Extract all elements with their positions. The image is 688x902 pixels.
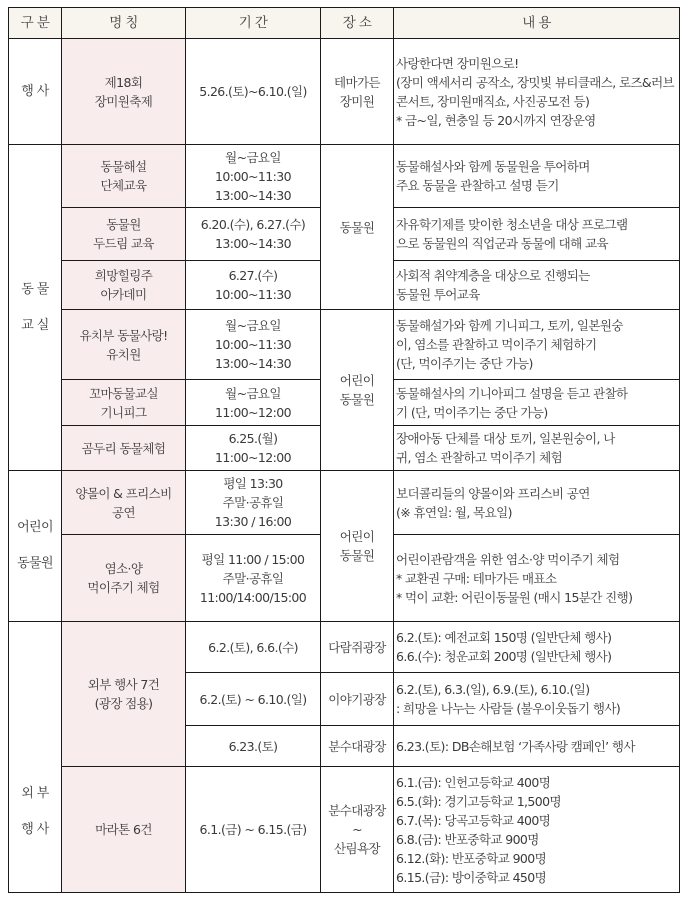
description-cell xyxy=(394,380,680,426)
place-cell xyxy=(321,471,394,622)
period-cell xyxy=(186,426,321,471)
period-cell xyxy=(186,39,321,145)
description-cell xyxy=(394,726,680,767)
place-cell xyxy=(321,622,394,673)
place-line: ~ xyxy=(352,822,362,837)
name-cell xyxy=(62,426,186,471)
name-line: 제18회 xyxy=(104,74,143,90)
name-line: 외부 행사 7건 xyxy=(87,677,160,692)
place-line: 테마가든 xyxy=(334,74,380,90)
period-line: 평일 13:30 xyxy=(223,476,283,491)
description-line: 동물해설사의 기니아피그 설명을 듣고 관찰하 xyxy=(396,385,628,401)
period-line: 월~금요일 xyxy=(225,318,281,333)
period-line: 11:00~12:00 xyxy=(215,450,291,465)
period-cell xyxy=(186,208,321,261)
name-line: 유치원 xyxy=(106,346,141,362)
period-cell xyxy=(186,673,321,726)
place-cell xyxy=(321,310,394,471)
category-label: 외 부 xyxy=(21,786,49,801)
event-schedule-table xyxy=(8,7,680,893)
description-line: (※ 휴연일: 월, 목요일) xyxy=(396,504,512,520)
period-line: 평일 11:00 / 15:00 xyxy=(201,551,305,567)
period-line: 6.1.(금) ~ 6.15.(금) xyxy=(199,822,307,837)
header-description: 내 용 xyxy=(394,8,680,39)
description-line: 사회적 취약계층을 대상으로 진행되는 xyxy=(396,268,590,283)
period-cell xyxy=(186,261,321,310)
period-line: 10:00~11:30 xyxy=(215,287,291,302)
name-line: 유치부 동물사랑! xyxy=(79,327,168,343)
period-cell xyxy=(186,726,321,767)
category-cell-animal-class xyxy=(9,145,62,471)
description-line: 주요 동물을 관찰하고 설명 듣기 xyxy=(396,178,559,193)
header-name: 명 칭 xyxy=(62,8,186,39)
description-cell xyxy=(394,261,680,310)
description-line: 6.23.(토): DB손해보험 ‘가족사랑 캠페인’ 행사 xyxy=(396,738,635,754)
category-label: 어린이 xyxy=(17,520,53,535)
period-line: 10:00~11:30 xyxy=(215,337,291,352)
period-line: 10:00~11:30 xyxy=(215,168,291,184)
period-line: 13:00~14:30 xyxy=(215,187,291,203)
description-line: 6.7.(목): 당곡고등학교 400명 xyxy=(396,812,551,828)
description-cell xyxy=(394,310,680,380)
description-cell xyxy=(394,145,680,208)
period-cell xyxy=(186,310,321,380)
description-line: 6.2.(토): 예전교회 150명 (일반단체 행사) xyxy=(396,630,612,645)
header-row xyxy=(9,8,680,39)
name-line: 동물해설 xyxy=(100,159,147,174)
period-cell xyxy=(186,471,321,535)
name-line: 곰두리 동물체험 xyxy=(81,440,166,456)
description-line: 6.1.(금): 인헌고등학교 400명 xyxy=(396,774,551,790)
description-line: : 희망을 나누는 사람들 (불우이웃돕기 행사) xyxy=(396,701,621,716)
category-label: 행 사 xyxy=(21,84,49,99)
place-cell xyxy=(321,726,394,767)
header-place: 장 소 xyxy=(321,8,394,39)
period-cell xyxy=(186,767,321,893)
period-cell xyxy=(186,380,321,426)
period-line: 6.20.(수), 6.27.(수) xyxy=(200,217,306,232)
period-cell xyxy=(186,622,321,673)
name-line: 양몰이 & 프리스비 xyxy=(75,485,172,501)
description-line: 동물해설가와 함께 기니피그, 토끼, 일본원숭 xyxy=(396,318,623,333)
category-cell-external xyxy=(9,622,62,893)
header-period: 기 간 xyxy=(186,8,321,39)
name-cell xyxy=(62,310,186,380)
period-cell xyxy=(186,535,321,622)
description-line: 6.8.(금): 반포중학교 900명 xyxy=(396,831,539,847)
description-line: 이, 염소를 관찰하고 먹이주기 체험하기 xyxy=(396,337,597,352)
description-line: (단, 먹이주기는 중단 가능) xyxy=(396,356,533,371)
description-line: 장애아동 단체를 대상 토끼, 일본원숭이, 나 xyxy=(396,431,615,446)
period-line: 11:00/14:00/15:00 xyxy=(199,589,307,605)
name-line: 아카데미 xyxy=(100,287,147,302)
place-line: 동물원 xyxy=(339,219,375,235)
name-line: 공연 xyxy=(112,504,135,520)
name-line: 동물원 xyxy=(106,217,141,232)
description-line: 사랑한다면 장미원으로! xyxy=(396,55,519,71)
period-line: 6.2.(토), 6.6.(수) xyxy=(208,639,298,655)
period-line: 월~금요일 xyxy=(225,385,281,401)
name-cell xyxy=(62,39,186,145)
description-cell xyxy=(394,471,680,535)
category-label: 행 사 xyxy=(21,822,49,837)
name-cell xyxy=(62,622,186,767)
description-line: 동물원 투어교육 xyxy=(396,287,480,302)
period-line: 6.25.(월) xyxy=(228,431,278,446)
description-line: 어린이관람객을 위한 염소·양 먹이주기 체험 xyxy=(396,551,620,567)
period-line: 6.23.(토) xyxy=(228,738,278,754)
period-line: 5.26.(토)~6.10.(일) xyxy=(199,84,307,99)
category-cell-childrens-zoo xyxy=(9,471,62,622)
place-cell xyxy=(321,39,394,145)
table-row xyxy=(9,310,680,380)
place-line: 동물원 xyxy=(339,548,375,563)
description-line: 으로 동물원의 직업군과 동물에 대해 교육 xyxy=(396,236,608,251)
name-cell xyxy=(62,261,186,310)
description-line: 6.15.(금): 방이중학교 450명 xyxy=(396,869,547,885)
description-cell xyxy=(394,208,680,261)
period-line: 13:00~14:30 xyxy=(215,356,291,371)
place-line: 어린이 xyxy=(339,373,375,388)
description-line: 귀, 염소 관찰하고 먹이주기 체험 xyxy=(396,450,563,465)
name-cell xyxy=(62,767,186,893)
table-row xyxy=(9,622,680,673)
category-cell-event xyxy=(9,39,62,145)
period-cell xyxy=(186,145,321,208)
period-line: 6.2.(토) ~ 6.10.(일) xyxy=(199,691,307,707)
place-line: 장미원 xyxy=(339,93,375,109)
name-cell xyxy=(62,145,186,208)
description-line: 6.5.(화): 경기고등학교 1,500명 xyxy=(396,793,561,809)
description-line: 6.6.(수): 청운교회 200명 (일반단체 행사) xyxy=(396,649,612,664)
table-row xyxy=(9,145,680,208)
description-line: 자유학기제를 맞이한 청소년을 대상 프로그램 xyxy=(396,217,628,232)
category-label: 동물원 xyxy=(17,556,53,571)
name-line: 염소·양 xyxy=(104,561,143,576)
name-line: 단체교육 xyxy=(100,178,147,193)
period-line: 6.27.(수) xyxy=(228,268,278,283)
name-cell xyxy=(62,535,186,622)
description-cell xyxy=(394,622,680,673)
description-line: 6.12.(화): 반포중학교 900명 xyxy=(396,850,547,866)
name-line: 희망힐링주 xyxy=(94,268,153,283)
place-line: 산림욕장 xyxy=(334,841,380,856)
place-cell xyxy=(321,767,394,893)
place-line: 다람쥐광장 xyxy=(328,639,386,655)
description-line: 기 (단, 먹이주기는 중단 가능) xyxy=(396,404,548,420)
place-line: 이야기광장 xyxy=(328,691,386,707)
category-label: 교 실 xyxy=(21,317,49,333)
period-line: 13:00~14:30 xyxy=(215,236,291,251)
description-line: 동물해설사와 함께 동물원을 투어하며 xyxy=(396,159,590,174)
description-line: 6.2.(토), 6.3.(일), 6.9.(토), 6.10.(일) xyxy=(396,682,590,697)
name-line: 먹이주기 체험 xyxy=(87,580,160,595)
place-cell xyxy=(321,673,394,726)
name-line: 꼬마동물교실 xyxy=(89,385,158,401)
name-line: 두드림 교육 xyxy=(93,236,154,251)
place-line: 분수대광장 xyxy=(328,803,386,818)
description-cell xyxy=(394,535,680,622)
category-label: 동 물 xyxy=(21,281,49,297)
description-line: * 금~일, 현충일 등 20시까지 연장운영 xyxy=(396,112,596,128)
place-line: 어린이 xyxy=(339,529,375,544)
description-cell xyxy=(394,39,680,145)
place-cell xyxy=(321,145,394,310)
period-line: 월~금요일 xyxy=(225,149,281,165)
period-line: 11:00~12:00 xyxy=(215,404,291,420)
place-line: 동물원 xyxy=(339,392,375,407)
description-cell xyxy=(394,673,680,726)
name-line: (광장 점용) xyxy=(94,696,153,711)
description-line: * 먹이 교환: 어린이동물원 (매시 15분간 진행) xyxy=(396,589,633,605)
place-line: 분수대광장 xyxy=(328,738,386,754)
description-line: 보더콜리들의 양몰이와 프리스비 공연 xyxy=(396,485,590,501)
table-row xyxy=(9,471,680,535)
period-line: 주말·공휴일 xyxy=(222,495,284,510)
header-category: 구 분 xyxy=(9,8,62,39)
description-cell xyxy=(394,767,680,893)
period-line: 주말·공휴일 xyxy=(222,570,284,586)
name-line: 마라톤 6건 xyxy=(95,822,152,837)
description-line: (장미 액세서리 공작소, 장밋빛 뷰티클래스, 로즈&러브콘서트, 장미원매직쇼, 사진공모전 등) xyxy=(396,74,675,109)
name-cell xyxy=(62,471,186,535)
name-cell xyxy=(62,208,186,261)
table-row xyxy=(9,767,680,893)
table-row xyxy=(9,39,680,145)
name-cell xyxy=(62,380,186,426)
name-line: 기니피그 xyxy=(100,404,147,420)
description-cell xyxy=(394,426,680,471)
period-line: 13:30 / 16:00 xyxy=(214,514,292,529)
description-line: * 교환권 구매: 테마가든 매표소 xyxy=(396,570,557,586)
name-line: 장미원축제 xyxy=(94,93,153,109)
